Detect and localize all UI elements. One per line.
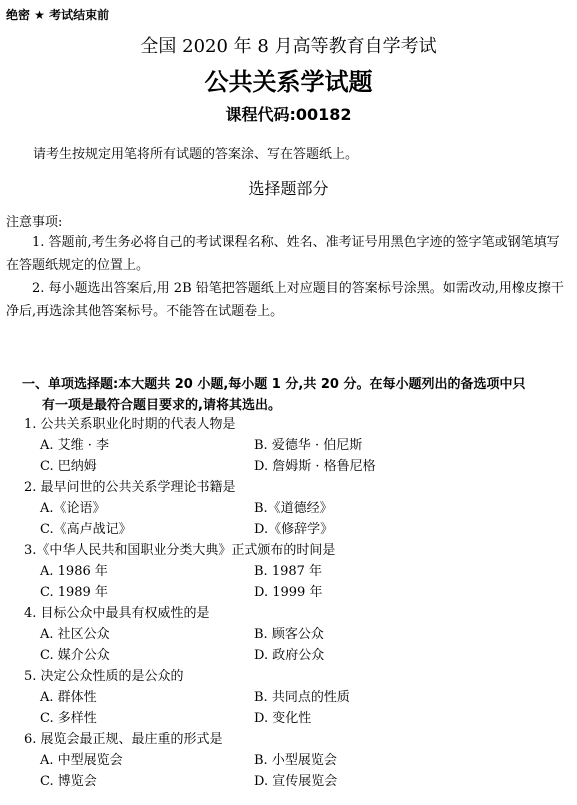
option: B. 共同点的性质 — [254, 690, 350, 705]
section-heading-line: 一、单项选择题:本大题共 20 小题,每小题 1 分,共 20 分。在每小题列出的备选项中只 — [22, 377, 526, 392]
option: C.《高卢战记》 — [40, 522, 132, 537]
option: D. 政府公众 — [254, 648, 325, 663]
question-stem: 4. 目标公众中最具有权威性的是 — [24, 606, 210, 621]
question — [24, 729, 564, 792]
option: D. 变化性 — [254, 711, 312, 726]
option: B. 小型展览会 — [254, 753, 337, 768]
option: A. 中型展览会 — [40, 753, 123, 768]
option: C. 博览会 — [40, 774, 97, 789]
question-stem: 5. 决定公众性质的是公众的 — [24, 669, 184, 684]
option: A. 社区公众 — [40, 627, 110, 642]
section-heading — [22, 374, 562, 416]
part-title: 选择题部分 — [248, 179, 329, 198]
option: A. 艾维 · 李 — [40, 438, 110, 453]
option: D. 宣传展览会 — [254, 774, 338, 789]
option: B. 1987 年 — [254, 564, 323, 579]
question — [24, 540, 564, 603]
option: D. 1999 年 — [254, 585, 323, 600]
section-heading-line: 有一项是最符合题目要求的,请将其选出。 — [42, 398, 281, 413]
question — [24, 603, 564, 666]
option: A. 群体性 — [40, 690, 97, 705]
question-stem: 6. 展览会最正规、最庄重的形式是 — [24, 732, 223, 747]
option: D.《修辞学》 — [254, 522, 334, 537]
option: C. 1989 年 — [40, 585, 108, 600]
option: C. 多样性 — [40, 711, 97, 726]
note-item: 1. 答题前,考生务必将自己的考试课程名称、姓名、准考证号用黑色字迹的签字笔或钢笔填写在答题纸规定的位置上。 — [6, 235, 560, 273]
option: A. 1986 年 — [40, 564, 108, 579]
option: B.《道德经》 — [254, 501, 333, 516]
option: B. 爱德华 · 伯尼斯 — [254, 438, 363, 453]
subject-title: 公共关系学试题 — [204, 68, 373, 96]
question-stem: 3.《中华人民共和国职业分类大典》正式颁布的时间是 — [24, 543, 336, 558]
question — [24, 666, 564, 729]
question — [24, 414, 564, 477]
option: C. 媒介公众 — [40, 648, 110, 663]
option: D. 詹姆斯 · 格鲁尼格 — [254, 459, 376, 474]
note-item: 2. 每小题选出答案后,用 2B 铅笔把答题纸上对应题目的答案标号涂黑。如需改动,用橡皮擦干净后,再选涂其他答案标号。不能答在试题卷上。 — [6, 281, 564, 319]
confidential-label: 绝密 ★ 考试结束前 — [6, 8, 110, 22]
general-instruction: 请考生按规定用笔将所有试题的答案涂、写在答题纸上。 — [33, 147, 359, 162]
notes-heading: 注意事项: — [6, 215, 63, 230]
exam-title: 全国 2020 年 8 月高等教育自学考试 — [140, 36, 437, 57]
course-code: 课程代码:00182 — [225, 105, 352, 124]
question — [24, 477, 564, 540]
option: C. 巴纳姆 — [40, 459, 97, 474]
question-stem: 1. 公共关系职业化时期的代表人物是 — [24, 417, 236, 432]
question-stem: 2. 最早问世的公共关系学理论书籍是 — [24, 480, 236, 495]
option: B. 顾客公众 — [254, 627, 324, 642]
option: A.《论语》 — [40, 501, 106, 516]
